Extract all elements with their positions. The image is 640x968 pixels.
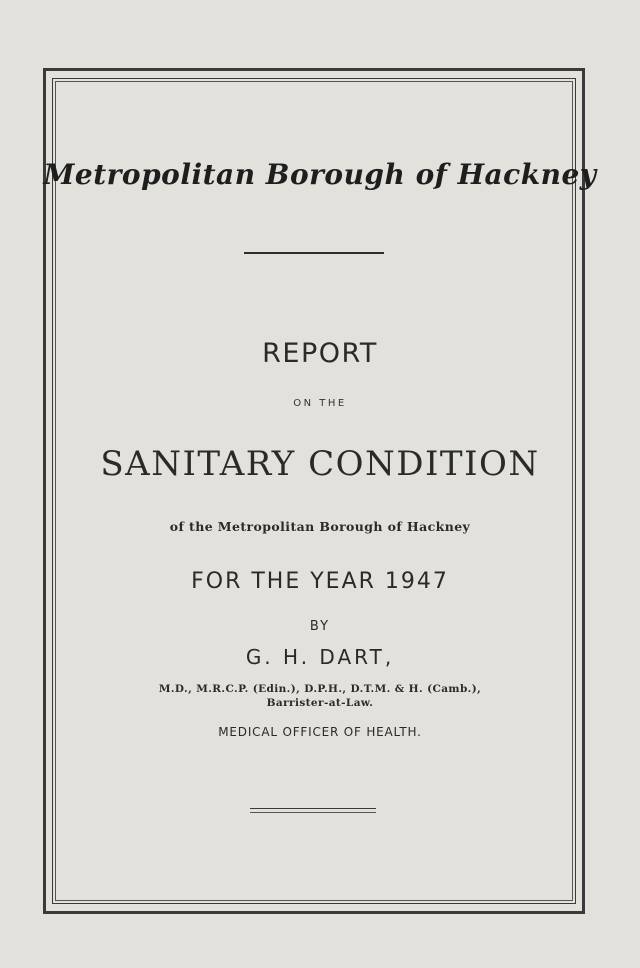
report-year: FOR THE YEAR 1947 — [191, 569, 449, 594]
report-subject: SANITARY CONDITION — [100, 444, 540, 484]
author-qualifications: M.D., M.R.C.P. (Edin.), D.P.H., D.T.M. & H. (Camb.), — [158, 683, 482, 695]
author-name: G. H. DART, — [245, 645, 395, 669]
inner-border-thin — [55, 81, 573, 901]
author-barrister: Barrister-at-Law. — [266, 697, 374, 709]
report-heading: REPORT — [262, 338, 378, 369]
top-divider — [244, 252, 384, 254]
bottom-divider — [250, 808, 376, 809]
author-position: MEDICAL OFFICER OF HEALTH. — [218, 725, 422, 739]
borough-title: Metropolitan Borough of Hackney — [43, 158, 597, 191]
by-text: BY — [309, 619, 331, 634]
borough-subtitle: of the Metropolitan Borough of Hackney — [169, 519, 471, 534]
bottom-divider-thin — [250, 812, 376, 813]
on-the-text: ON THE — [293, 398, 347, 409]
